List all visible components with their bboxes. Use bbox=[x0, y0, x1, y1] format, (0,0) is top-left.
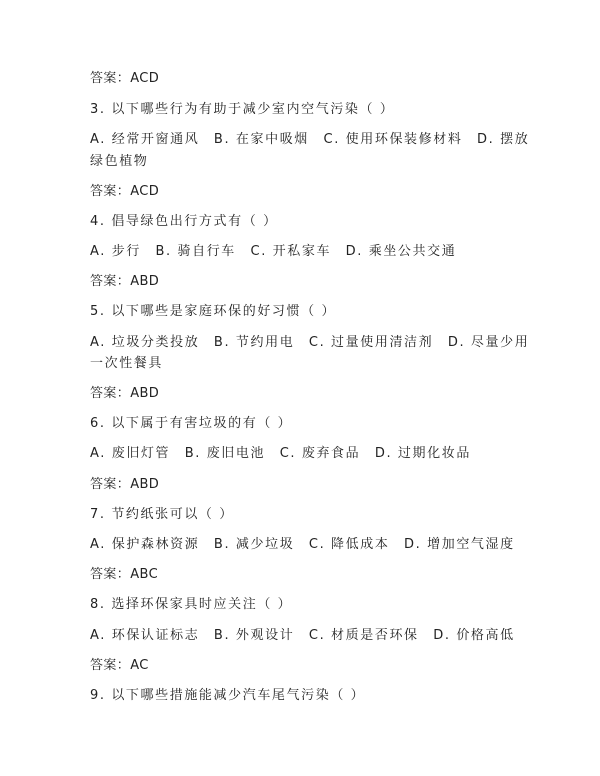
answer-5: 答案：ABD bbox=[90, 386, 160, 401]
options-6: A. 废旧灯管 B. 废旧电池 C. 废弃食品 D. 过期化妆品 bbox=[90, 446, 471, 461]
answer-line: 答案：ACD bbox=[90, 71, 160, 86]
question-8: 8. 选择环保家具时应关注（ ） bbox=[90, 597, 293, 612]
answer-7: 答案：ABC bbox=[90, 567, 159, 582]
answer-6: 答案：ABD bbox=[90, 477, 160, 492]
question-6: 6. 以下属于有害垃圾的有（ ） bbox=[90, 416, 293, 431]
question-9: 9. 以下哪些措施能减少汽车尾气污染（ ） bbox=[90, 688, 366, 703]
question-7: 7. 节约纸张可以（ ） bbox=[90, 507, 234, 522]
options-3-line-2: 绿色植物 bbox=[90, 154, 149, 169]
options-5-line-1: A. 垃圾分类投放 B. 节约用电 C. 过量使用清洁剂 D. 尽量少用 bbox=[90, 335, 530, 350]
options-4: A. 步行 B. 骑自行车 C. 开私家车 D. 乘坐公共交通 bbox=[90, 244, 457, 259]
options-7: A. 保护森林资源 B. 减少垃圾 C. 降低成本 D. 增加空气湿度 bbox=[90, 537, 515, 552]
question-5: 5. 以下哪些是家庭环保的好习惯（ ） bbox=[90, 304, 337, 319]
options-3-line-1: A. 经常开窗通风 B. 在家中吸烟 C. 使用环保装修材料 D. 摆放 bbox=[90, 132, 530, 147]
question-3: 3. 以下哪些行为有助于减少室内空气污染（ ） bbox=[90, 102, 395, 117]
options-8: A. 环保认证标志 B. 外观设计 C. 材质是否环保 D. 价格高低 bbox=[90, 628, 515, 643]
answer-3: 答案：ACD bbox=[90, 184, 160, 199]
answer-8: 答案：AC bbox=[90, 658, 149, 673]
options-5-line-2: 一次性餐具 bbox=[90, 356, 164, 371]
answer-4: 答案：ABD bbox=[90, 274, 160, 289]
question-4: 4. 倡导绿色出行方式有（ ） bbox=[90, 214, 278, 229]
